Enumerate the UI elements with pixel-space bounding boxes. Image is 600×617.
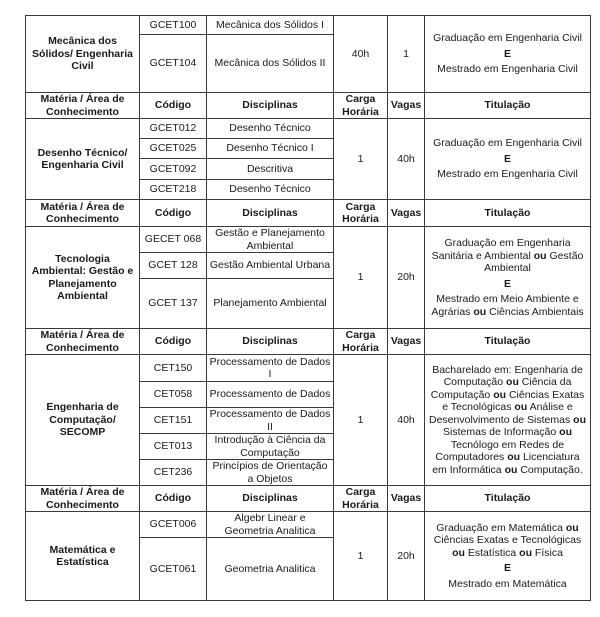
or-conjunction: ou [519,546,532,559]
header-disciplinas: Disciplinas [207,486,334,512]
materia-cell: Desenho Técnico/ Engenharia Civil [26,119,140,200]
codigo-cell: CET236 [140,460,207,486]
titulacao-text: Computação. [520,463,583,476]
carga-cell: 1 [334,227,388,329]
titulacao-conjunction: E [503,277,511,290]
table-row [26,119,591,139]
disciplina-cell: Mecânica dos Sólidos I [207,16,334,35]
titulacao-text: Licenciatura em Informática [432,451,580,476]
titulacao-text: Mestrado em Matemática [448,577,567,590]
codigo-cell: GCET 137 [140,279,207,329]
header-materia: Matéria / Área de Conhecimento [26,200,140,227]
header-carga: Carga Horária [334,486,388,512]
carga-cell: 40h [334,16,388,93]
titulacao-text: Mestrado em Engenharia Civil [437,63,578,76]
titulacao-text: Física [534,546,563,559]
titulacao-text: Estatística [467,546,517,559]
codigo-cell: GCET218 [140,180,207,200]
codigo-cell: GCET012 [140,119,207,139]
header-disciplinas: Disciplinas [207,329,334,355]
carga-cell: 1 [334,355,388,486]
positions-table [25,15,591,601]
titulacao-text: Graduação em Engenharia Sanitária e Ambiental [431,237,571,262]
header-carga: Carga Horária [334,93,388,119]
codigo-cell: GCET 128 [140,253,207,279]
vagas-cell: 20h [388,227,425,329]
or-conjunction: ou [493,388,507,401]
or-conjunction: ou [559,426,572,439]
titulacao-text: Mestrado em Engenharia Civil [437,168,578,181]
or-conjunction: ou [504,463,518,476]
vagas-cell: 40h [388,119,425,200]
disciplina-cell: Desenho Técnico I [207,139,334,159]
header-vagas: Vagas [388,329,425,355]
codigo-cell: CET058 [140,382,207,408]
titulacao-conjunction: E [503,47,511,60]
disciplina-cell: Descritiva [207,159,334,180]
titulacao-cell [425,512,591,601]
table-row [26,512,591,538]
titulacao-text: Graduação em Engenharia Civil [433,137,582,150]
disciplina-cell: Princípios de Orientação a Objetos [207,460,334,486]
titulacao-text: Ciências Ambientais [489,305,584,318]
header-titulacao: Titulação [425,93,591,119]
disciplina-cell: Processamento de Dados [207,382,334,408]
vagas-cell: 20h [388,512,425,601]
disciplina-cell: Gestão e Planejamento Ambiental [207,227,334,253]
disciplina-cell: Desenho Técnico [207,119,334,139]
header-materia: Matéria / Área de Conhecimento [26,93,140,119]
disciplina-cell: Processamento de Dados I [207,355,334,382]
header-codigo: Código [140,329,207,355]
titulacao-text: Análise e Desenvolvimento de Sistemas [429,401,573,426]
or-conjunction: ou [506,376,519,389]
header-codigo: Código [140,486,207,512]
carga-cell: 1 [334,119,388,200]
titulacao-cell [425,119,591,200]
disciplina-cell: Geometria Analitica [207,538,334,601]
header-vagas: Vagas [388,93,425,119]
codigo-cell: GECET 068 [140,227,207,253]
header-titulacao: Titulação [425,329,591,355]
or-conjunction: ou [507,451,521,464]
materia-cell: Matemática e Estatística [26,512,140,601]
disciplina-cell: Mecânica dos Sólidos II [207,35,334,93]
table-row [26,227,591,253]
or-conjunction: ou [473,305,487,318]
titulacao-text [427,364,588,477]
titulacao-text: Tecnólogo em Redes de Computadores [435,438,565,464]
header-row [26,93,591,119]
table-row [26,16,591,35]
header-vagas: Vagas [388,200,425,227]
disciplina-cell: Desenho Técnico [207,180,334,200]
codigo-cell: GCET092 [140,159,207,180]
or-conjunction: ou [573,413,586,426]
materia-cell: Engenharia de Computação/ SECOMP [26,355,140,486]
disciplina-cell: Algebr Linear e Geometria Analitica [207,512,334,538]
or-conjunction: ou [533,249,547,262]
header-materia: Matéria / Área de Conhecimento [26,329,140,355]
titulacao-text: Graduação em Engenharia Civil [433,32,582,45]
materia-cell: Tecnologia Ambiental: Gestão e Planejamento Ambiental [26,227,140,329]
or-conjunction: ou [452,546,465,559]
titulacao-conjunction: E [503,152,511,165]
titulacao-cell [425,355,591,486]
titulacao-text: Bacharelado em: Engenharia de Computação [432,363,583,389]
or-conjunction: ou [514,401,528,414]
vagas-cell: 1 [388,16,425,93]
codigo-cell: GCET061 [140,538,207,601]
vagas-cell: 40h [388,355,425,486]
materia-cell: Mecânica dos Sólidos/ Engenharia Civil [26,16,140,93]
header-vagas: Vagas [388,486,425,512]
header-row [26,329,591,355]
titulacao-text [427,293,588,318]
codigo-cell: CET150 [140,355,207,382]
titulacao-conjunction: E [503,562,511,575]
titulacao-cell [425,16,591,93]
header-carga: Carga Horária [334,200,388,227]
header-codigo: Código [140,200,207,227]
titulacao-text: Graduação em Matemática [436,521,563,534]
codigo-cell: GCET100 [140,16,207,35]
header-disciplinas: Disciplinas [207,200,334,227]
titulacao-text: Gestão Ambiental [484,249,584,274]
carga-cell: 1 [334,512,388,601]
header-titulacao: Titulação [425,486,591,512]
header-row [26,486,591,512]
codigo-cell: CET013 [140,434,207,460]
header-codigo: Código [140,93,207,119]
disciplina-cell: Introdução à Ciência da Computação [207,434,334,460]
titulacao-text: Ciências Exatas e Tecnológicas [442,388,585,414]
header-row [26,200,591,227]
titulacao-text: Ciências Exatas e Tecnológicas [433,534,582,547]
header-carga: Carga Horária [334,329,388,355]
disciplina-cell: Planejamento Ambiental [207,279,334,329]
disciplina-cell: Processamento de Dados II [207,408,334,434]
titulacao-text [427,522,588,560]
codigo-cell: GCET006 [140,512,207,538]
or-conjunction: ou [565,521,579,534]
titulacao-text: Ciência da Computação [430,376,572,401]
header-disciplinas: Disciplinas [207,93,334,119]
header-materia: Matéria / Área de Conhecimento [26,486,140,512]
titulacao-cell [425,227,591,329]
codigo-cell: GCET104 [140,35,207,93]
titulacao-text: Sistemas de Informação [443,426,557,439]
codigo-cell: CET151 [140,408,207,434]
disciplina-cell: Gestão Ambiental Urbana [207,253,334,279]
titulacao-text: Mestrado em Meio Ambiente e Agrárias [431,293,579,318]
table-row [26,355,591,382]
codigo-cell: GCET025 [140,139,207,159]
header-titulacao: Titulação [425,200,591,227]
titulacao-text [427,237,588,275]
